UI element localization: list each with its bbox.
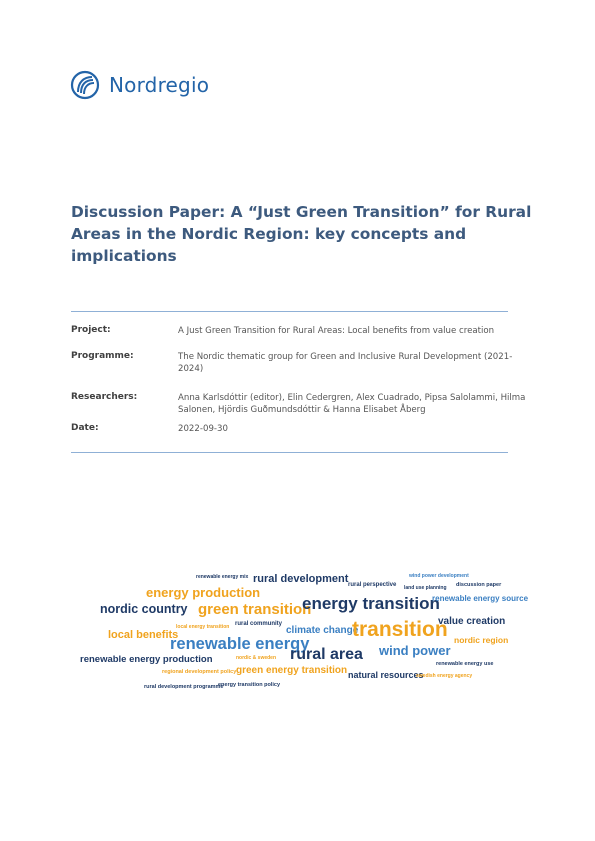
word-cloud-term: renewable energy mix — [196, 574, 249, 580]
top-divider — [71, 311, 508, 312]
word-cloud-term: renewable energy use — [436, 661, 494, 667]
word-cloud-term: local benefits — [108, 629, 179, 641]
word-cloud-term: green energy transition — [236, 665, 348, 676]
word-cloud-term: natural resources — [348, 670, 424, 680]
word-cloud-term: nordic & sweden — [236, 655, 277, 661]
word-cloud-term: rural development — [253, 573, 349, 585]
nordregio-logo-icon — [70, 70, 100, 100]
word-cloud-term: local energy transition — [176, 624, 230, 630]
brand-name: Nordregio — [109, 73, 210, 97]
word-cloud-term: rural community — [235, 621, 283, 627]
word-cloud-term: green transition — [198, 601, 312, 618]
nordregio-logo — [70, 70, 209, 100]
programme-label: Programme: — [71, 351, 134, 361]
word-cloud-term: discussion paper — [456, 582, 502, 588]
word-cloud-term: renewable energy source — [432, 594, 529, 603]
word-cloud-term: renewable energy — [170, 635, 310, 653]
word-cloud-term: rural area — [290, 646, 363, 663]
word-cloud-term: nordic region — [454, 635, 509, 645]
bottom-divider — [71, 452, 508, 453]
programme-value: The Nordic thematic group for Green and Inclusive Rural Development (2021-2024) — [178, 352, 513, 374]
researchers-value: Anna Karlsdóttir (editor), Elin Cedergren, Alex Cuadrado, Pipsa Salolammi, Hilma Salonen, Hjördis Guðmundsdóttir & Hanna Elisabet Åberg — [178, 393, 526, 415]
word-cloud-term: renewable energy production — [80, 654, 213, 665]
word-cloud-term: nordic country — [100, 602, 188, 616]
word-cloud-term: wind power — [379, 643, 451, 658]
document-title: Discussion Paper: A “Just Green Transition” for Rural Areas in the Nordic Region: key concepts and implications — [71, 203, 532, 265]
researchers-label: Researchers: — [71, 392, 138, 402]
word-cloud-term: value creation — [438, 616, 506, 627]
word-cloud-term: land use planning — [404, 585, 447, 591]
word-cloud-term: regional development policy — [162, 669, 237, 675]
date-label: Date: — [71, 423, 99, 433]
word-cloud-term: energy transition policy — [218, 682, 281, 688]
word-cloud-term: wind power development — [409, 573, 469, 579]
word-cloud-term: rural perspective — [348, 582, 397, 588]
word-cloud-term: swedish energy agency — [416, 673, 473, 679]
project-label: Project: — [71, 325, 111, 335]
word-cloud-term: climate change — [286, 625, 359, 636]
word-cloud-term: energy transition — [302, 594, 440, 613]
project-value: A Just Green Transition for Rural Areas: Local benefits from value creation — [178, 326, 495, 336]
date-value: 2022-09-30 — [178, 424, 228, 434]
word-cloud-term: rural development programme — [144, 684, 224, 690]
word-cloud-term: transition — [352, 618, 448, 641]
word-cloud-term: energy production — [146, 585, 261, 600]
